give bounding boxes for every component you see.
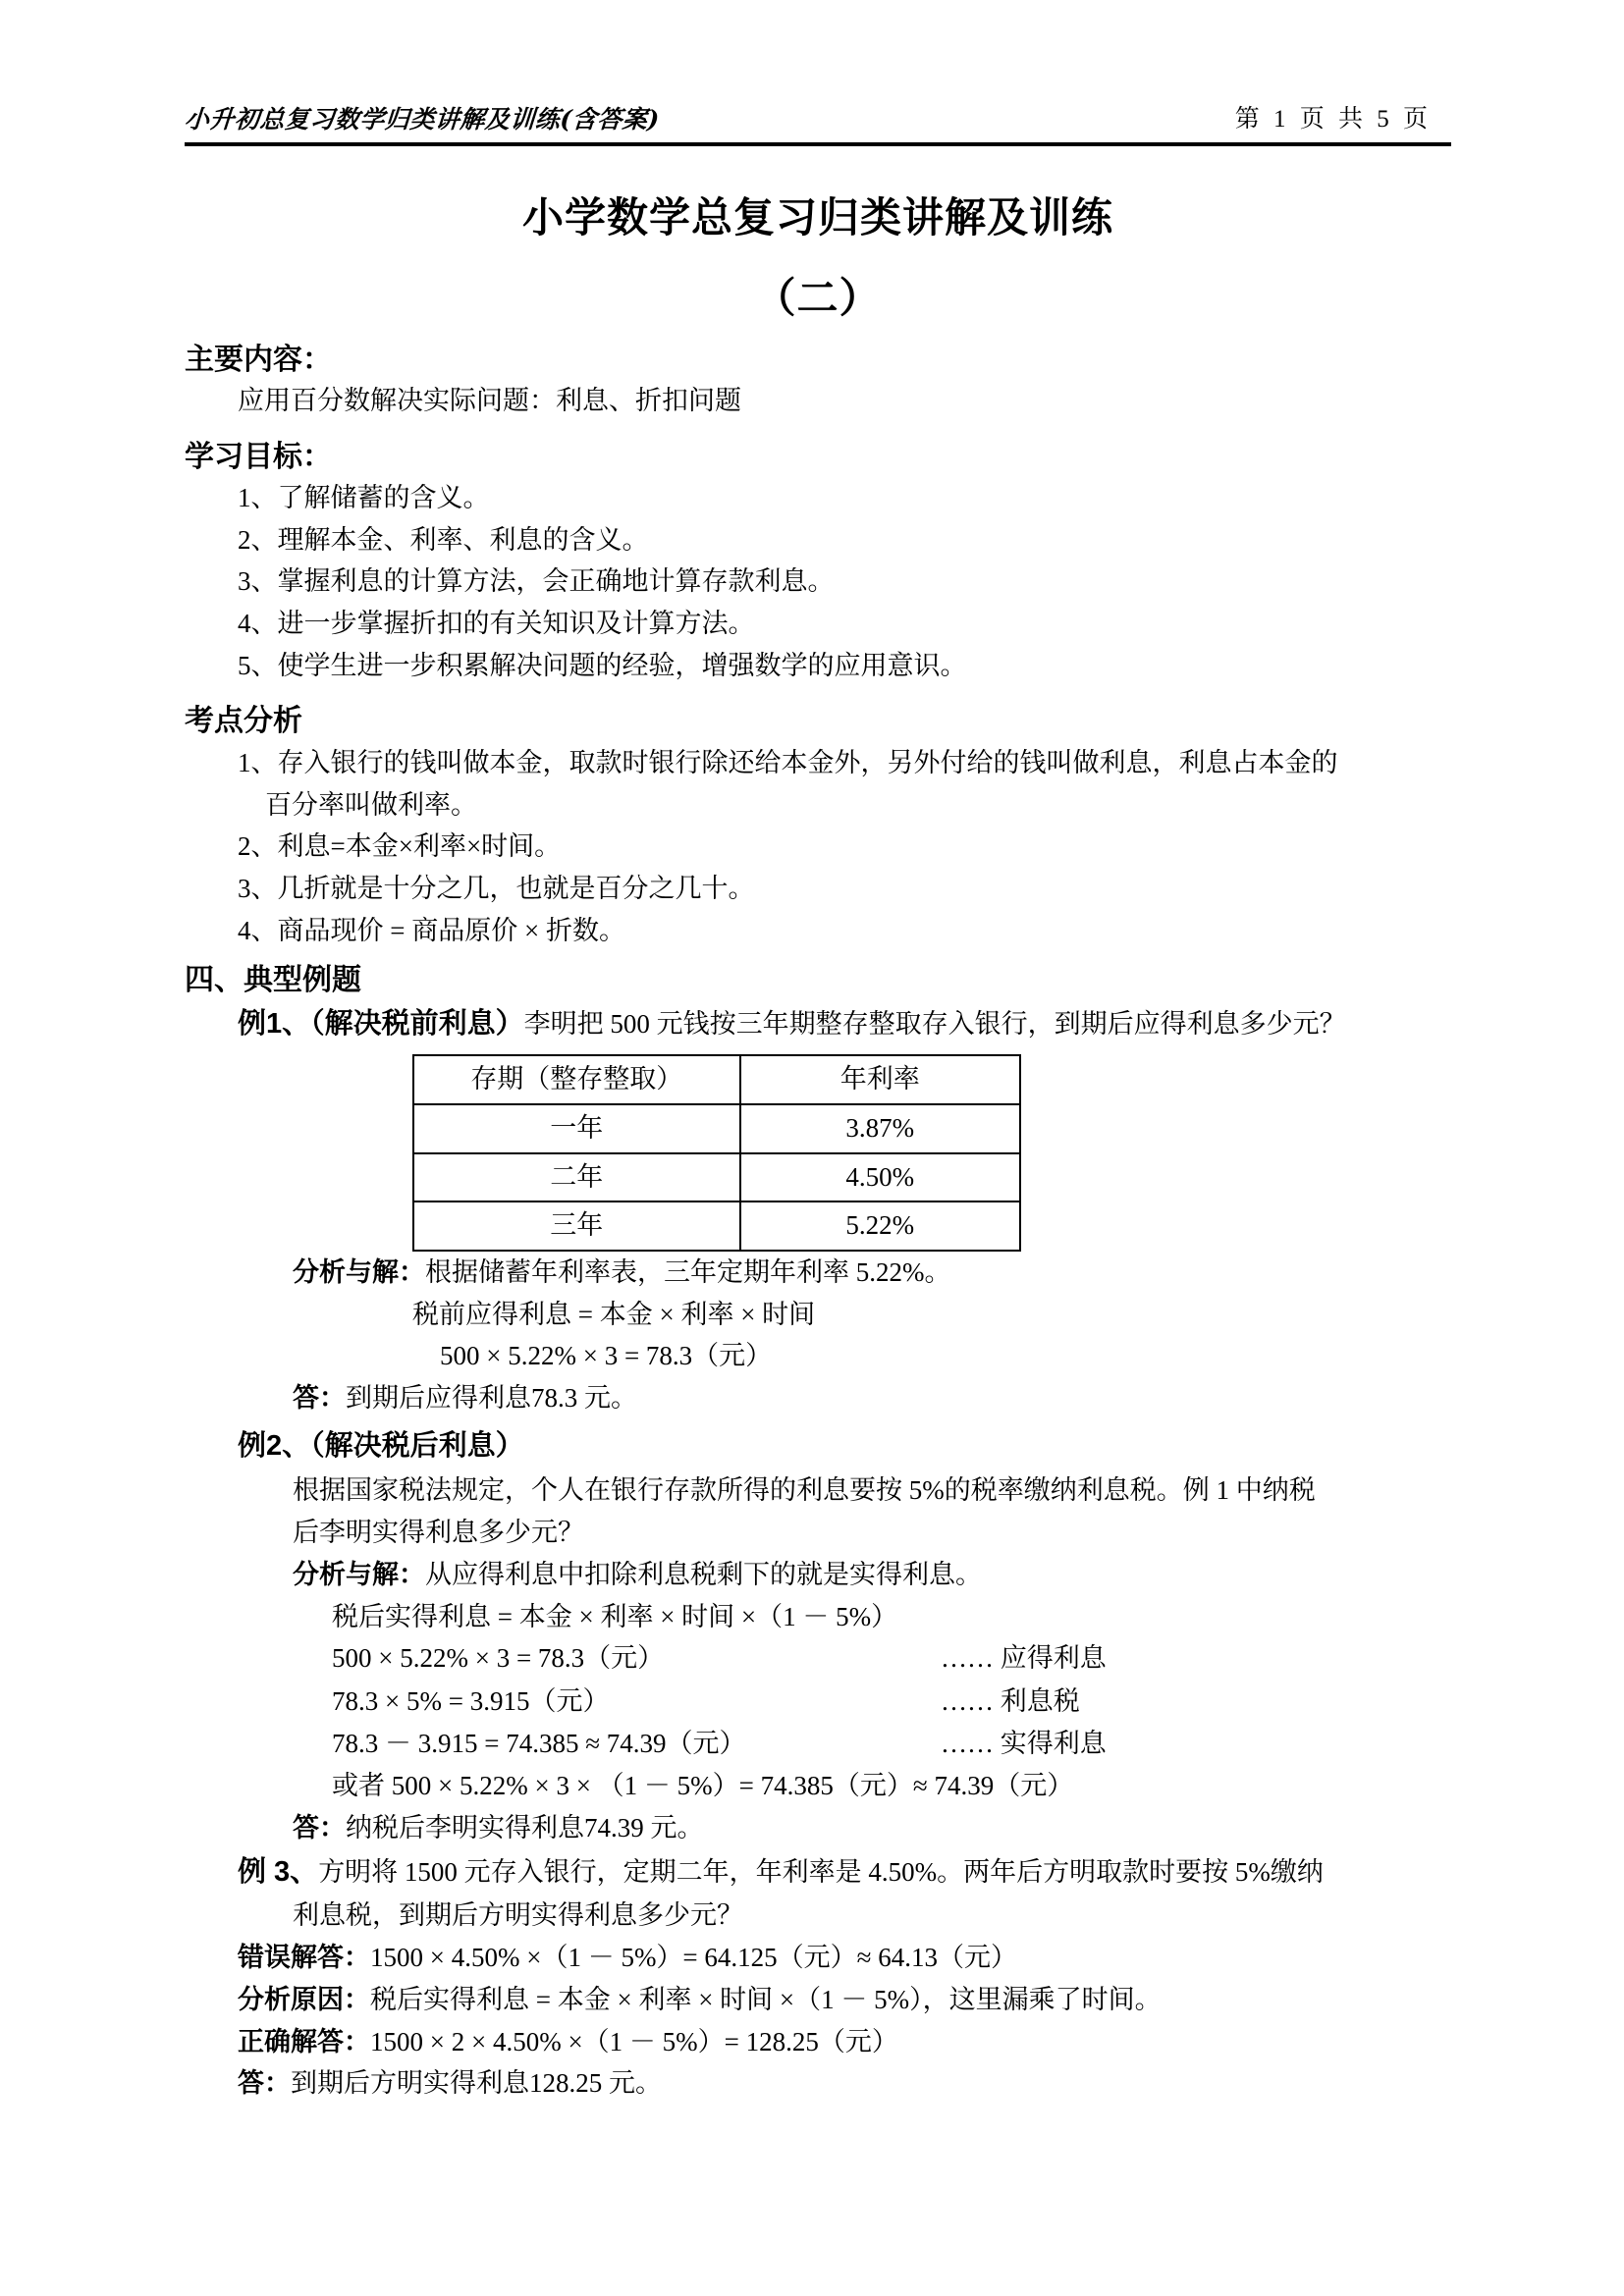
list-item: 2、利息=本金×利率×时间。 bbox=[238, 831, 562, 862]
table-cell-term: 一年 bbox=[413, 1104, 740, 1153]
example-3-correct-answer bbox=[238, 2021, 1451, 2063]
table-header-cell: 存期（整存整取） bbox=[413, 1055, 740, 1104]
list-item-continuation: 百分率叫做利率。 bbox=[265, 789, 477, 820]
interest-rate-table-wrapper bbox=[412, 1054, 1451, 1252]
example-2-question-line-1: 根据国家税法规定，个人在银行存款所得的利息要按 5%的税率缴纳利息税。例 1 中纳税 bbox=[293, 1474, 1316, 1505]
example-2-answer bbox=[293, 1807, 1451, 1849]
answer-label: 答： bbox=[293, 1812, 346, 1842]
main-content-text: 应用百分数解决实际问题：利息、折扣问题 bbox=[238, 386, 741, 415]
answer-text: 到期后应得利息78.3 元。 bbox=[346, 1383, 637, 1414]
analysis-label: 分析与解： bbox=[293, 1560, 425, 1590]
section-heading-key-points: 考点分析 bbox=[185, 705, 302, 738]
list-item: 3、掌握利息的计算方法，会正确地计算存款利息。 bbox=[238, 566, 835, 597]
answer-text: 纳税后李明实得利息74.39 元。 bbox=[346, 1812, 704, 1842]
example-1-label: 例1、（解决税前利息） bbox=[238, 1007, 524, 1040]
list-item: 4、商品现价 = 商品原价 × 折数。 bbox=[238, 915, 625, 945]
example-2-calc-row bbox=[332, 1723, 1451, 1765]
interest-rate-table bbox=[412, 1054, 1021, 1252]
list-item: 3、几折就是十分之几，也就是百分之几十。 bbox=[238, 873, 755, 903]
calc-annotation: …… 实得利息 bbox=[941, 1728, 1107, 1758]
example-2-formula: 税后实得利息 = 本金 × 利率 × 时间 ×（1 － 5%） bbox=[332, 1601, 898, 1631]
analysis-text: 根据储蓄年利率表，三年定期年利率 5.22%。 bbox=[425, 1257, 951, 1288]
example-3-text: 方明将 1500 元存入银行，定期二年，年利率是 4.50%。两年后方明取款时要按 5%缴纳 bbox=[318, 1856, 1324, 1887]
example-1-analysis bbox=[293, 1252, 1451, 1294]
answer-label: 答： bbox=[238, 2068, 291, 2099]
example-2-analysis bbox=[293, 1554, 1451, 1596]
example-1-question bbox=[238, 1001, 1451, 1046]
example-2-alt-calculation: 或者 500 × 5.22% × 3 × （1 － 5%）= 74.385（元）≈ 74.39（元） bbox=[332, 1770, 1074, 1800]
list-item: 5、使学生进一步积累解决问题的经验，增强数学的应用意识。 bbox=[238, 650, 967, 680]
table-cell-rate: 3.87% bbox=[740, 1104, 1020, 1153]
example-1-answer bbox=[293, 1377, 1451, 1419]
correct-answer-label: 正确解答： bbox=[238, 2026, 370, 2056]
answer-text: 到期后方明实得利息128.25 元。 bbox=[291, 2068, 662, 2099]
analysis-text: 从应得利息中扣除利息税剩下的就是实得利息。 bbox=[425, 1560, 982, 1590]
page-content bbox=[185, 0, 1451, 2105]
table-row bbox=[413, 1153, 1020, 1202]
wrong-answer-label: 错误解答： bbox=[238, 1943, 370, 1973]
example-2-question-line-2: 后李明实得利息多少元？ bbox=[293, 1517, 584, 1547]
list-item: 1、了解储蓄的含义。 bbox=[238, 483, 490, 513]
section-heading-objectives: 学习目标： bbox=[185, 440, 332, 473]
analysis-label: 分析与解： bbox=[293, 1257, 425, 1288]
example-3-answer bbox=[238, 2062, 1451, 2105]
correct-answer-text: 1500 × 2 × 4.50% ×（1 － 5%）= 128.25（元） bbox=[370, 2026, 898, 2056]
table-cell-rate: 5.22% bbox=[740, 1201, 1020, 1251]
running-header bbox=[185, 0, 1451, 133]
wrong-answer-text: 1500 × 4.50% ×（1 － 5%）= 64.125（元）≈ 64.13（元） bbox=[370, 1943, 1017, 1973]
table-header-cell: 年利率 bbox=[740, 1055, 1020, 1104]
list-item: 1、存入银行的钱叫做本金，取款时银行除还给本金外，另外付给的钱叫做利息，利息占本金的 bbox=[238, 747, 1338, 777]
example-2-calc-row bbox=[332, 1637, 1451, 1680]
example-3-reason bbox=[238, 1979, 1451, 2021]
answer-label: 答： bbox=[293, 1383, 346, 1414]
example-2-label: 例2、（解决税后利息） bbox=[238, 1430, 524, 1463]
header-divider bbox=[185, 142, 1451, 146]
calc-expression: 500 × 5.22% × 3 = 78.3（元） bbox=[332, 1643, 665, 1674]
table-cell-term: 三年 bbox=[413, 1201, 740, 1251]
example-2-calc-row bbox=[332, 1681, 1451, 1723]
table-header-row bbox=[413, 1055, 1020, 1104]
example-1-calculation: 500 × 5.22% × 3 = 78.3（元） bbox=[440, 1341, 773, 1371]
example-1-formula: 税前应得利息 = 本金 × 利率 × 时间 bbox=[412, 1299, 816, 1329]
example-3-question-line-2: 利息税，到期后方明实得利息多少元？ bbox=[293, 1900, 743, 1931]
section-heading-examples: 四、典型例题 bbox=[185, 964, 361, 997]
header-title-left: 小升初总复习数学归类讲解及训练(含答案) bbox=[184, 105, 661, 133]
calc-expression: 78.3 × 5% = 3.915（元） bbox=[332, 1685, 610, 1716]
reason-text: 税后实得利息 = 本金 × 利率 × 时间 ×（1 － 5%），这里漏乘了时间。 bbox=[370, 1984, 1162, 2014]
page-subtitle: （二） bbox=[754, 274, 882, 321]
page-number: 第 1 页 共 5 页 bbox=[1234, 106, 1432, 133]
section-heading-main-content: 主要内容： bbox=[185, 343, 332, 376]
list-item: 4、进一步掌握折扣的有关知识及计算方法。 bbox=[238, 609, 755, 639]
table-cell-term: 二年 bbox=[413, 1153, 740, 1202]
reason-label: 分析原因： bbox=[238, 1984, 370, 2014]
page-title: 小学数学总复习归类讲解及训练 bbox=[521, 193, 1113, 240]
table-cell-rate: 4.50% bbox=[740, 1153, 1020, 1202]
table-row bbox=[413, 1104, 1020, 1153]
list-item: 2、理解本金、利率、利息的含义。 bbox=[238, 524, 649, 555]
example-2-label-line bbox=[238, 1423, 1451, 1468]
table-row bbox=[413, 1201, 1020, 1251]
calc-expression: 78.3 － 3.915 = 74.385 ≈ 74.39（元） bbox=[332, 1728, 746, 1758]
example-3-question bbox=[238, 1849, 1451, 1895]
example-3-label: 例 3、 bbox=[238, 1855, 319, 1888]
calc-annotation: …… 利息税 bbox=[941, 1685, 1080, 1716]
calc-annotation: …… 应得利息 bbox=[941, 1643, 1107, 1674]
example-1-text: 李明把 500 元钱按三年期整存整取存入银行，到期后应得利息多少元？ bbox=[523, 1008, 1346, 1039]
example-3-wrong-answer bbox=[238, 1937, 1451, 1979]
